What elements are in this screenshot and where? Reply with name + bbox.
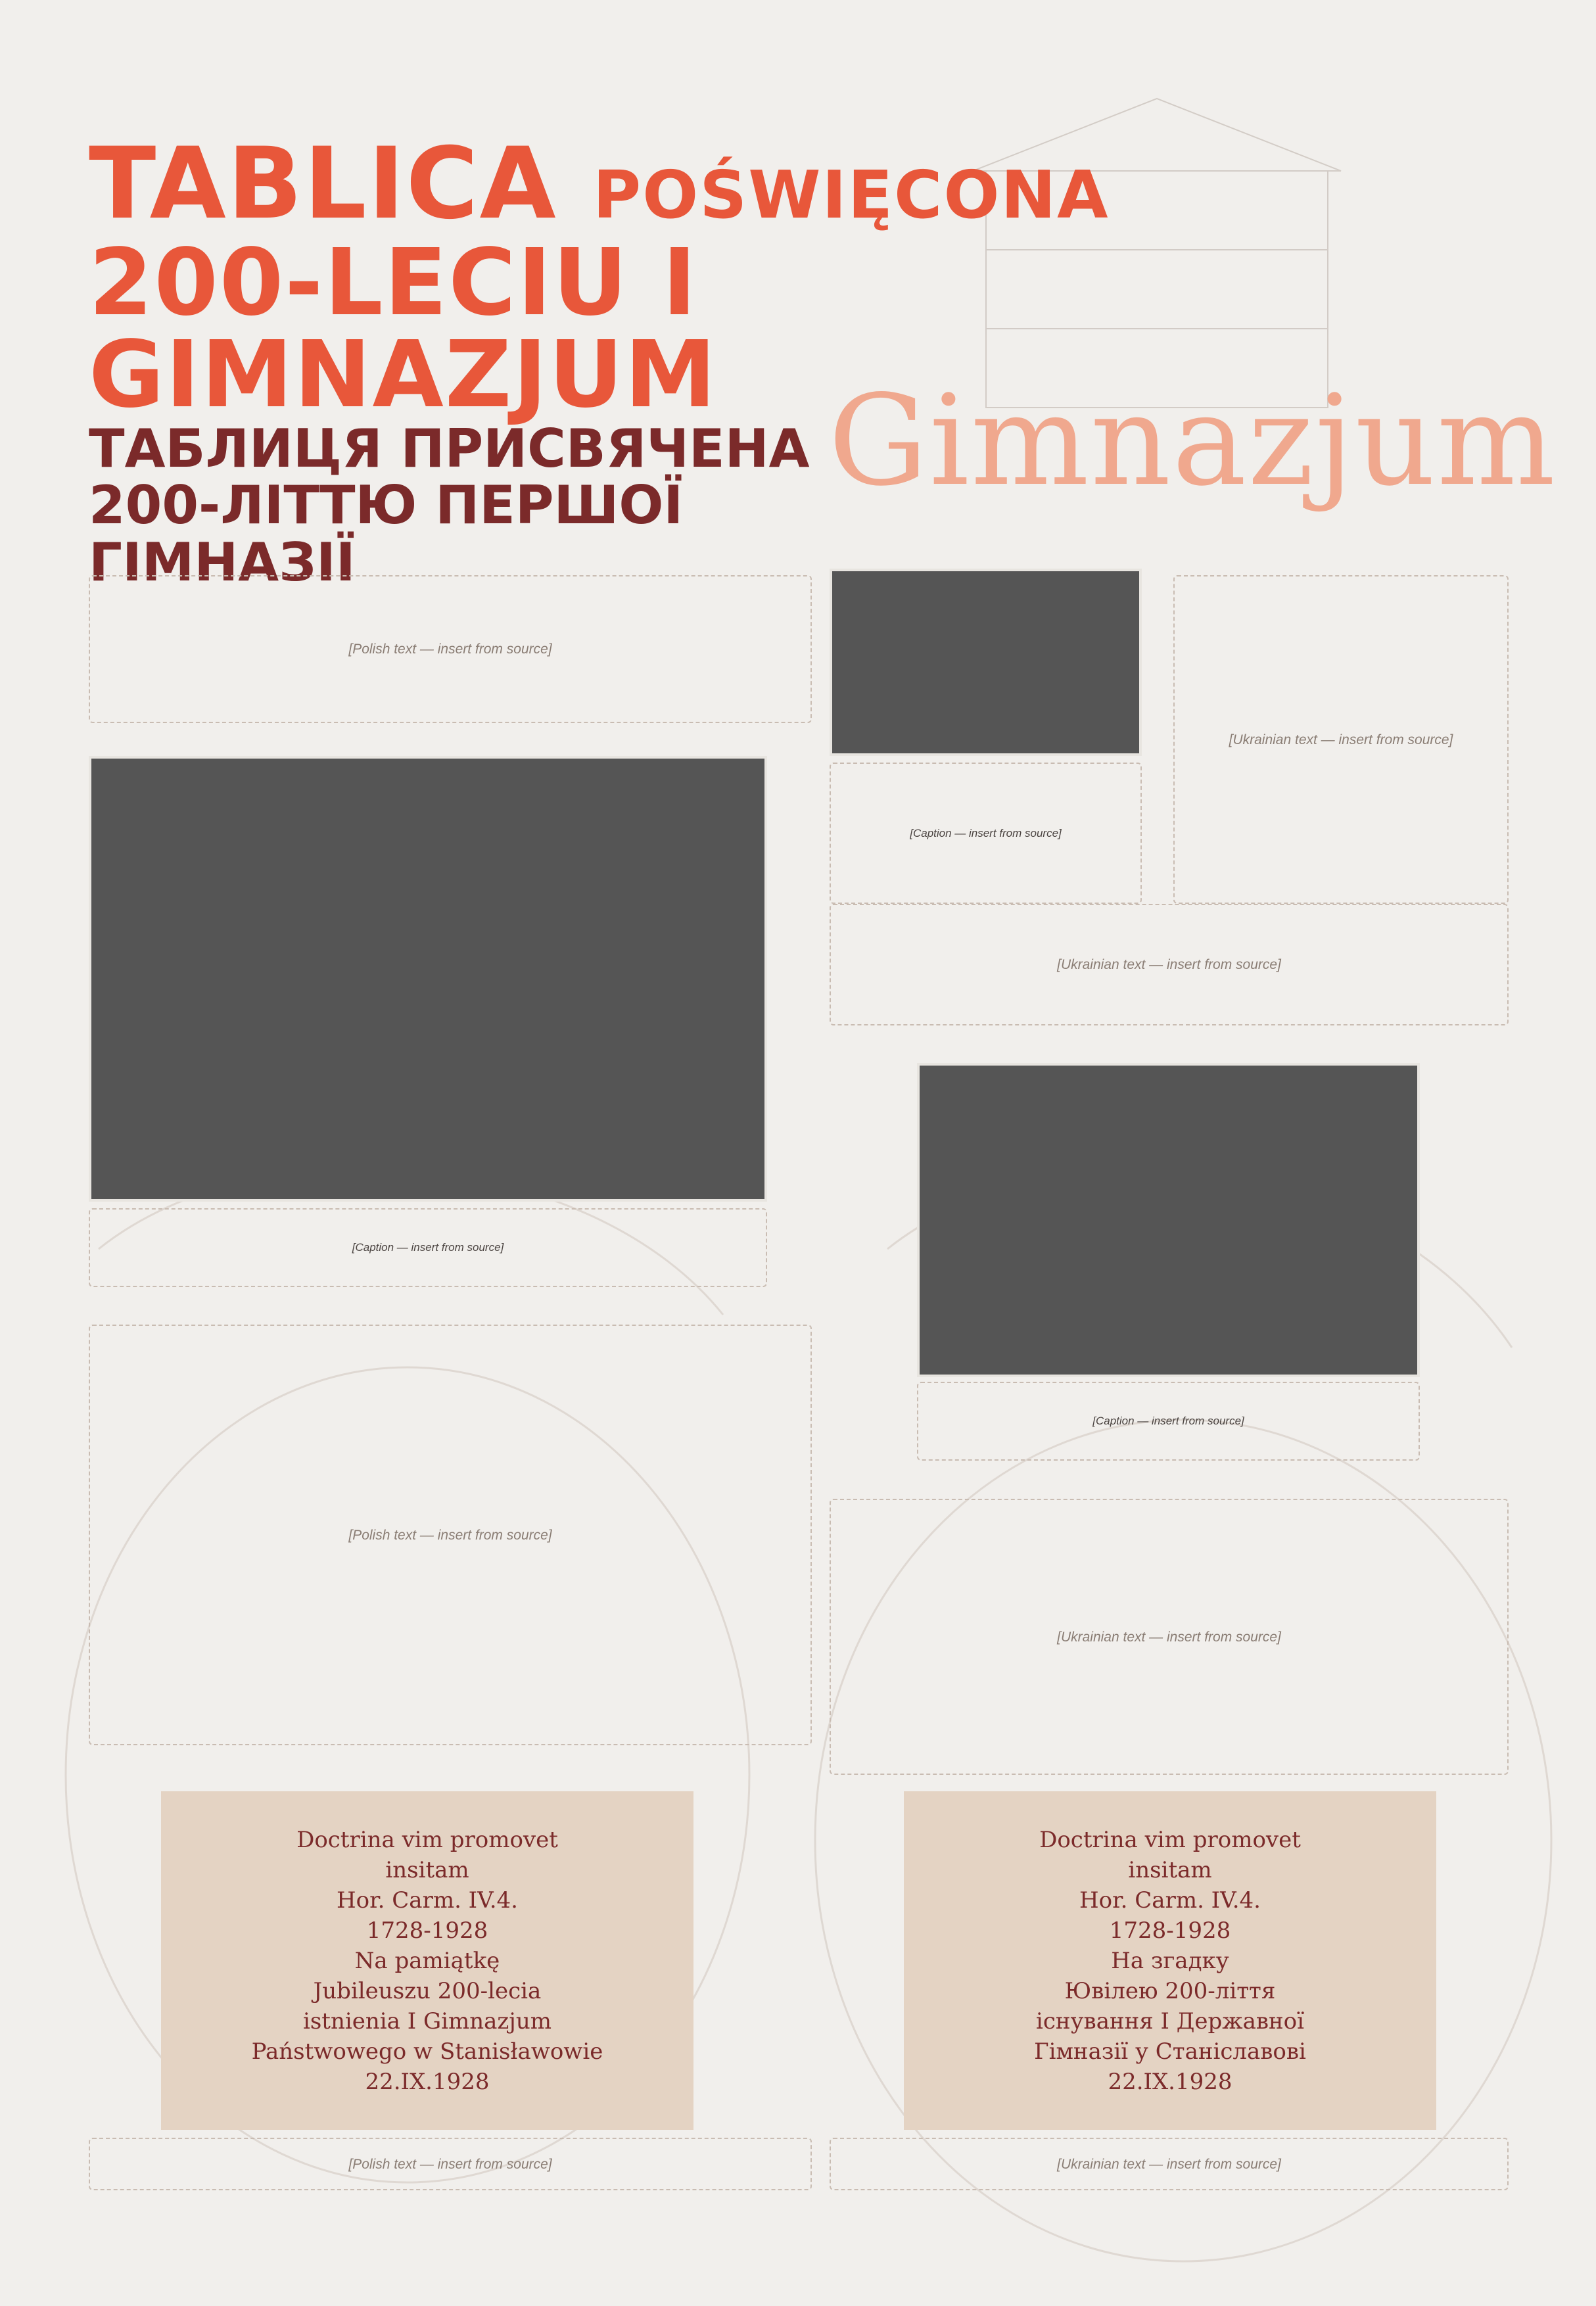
plaque-ua-line: Гімназії у Станіславові: [1034, 2038, 1306, 2065]
plaque-pl-line: 1728-1928: [366, 1917, 488, 1944]
photo-speech: [830, 569, 1142, 756]
plaque-pl-line: Doctrina vim promovet: [296, 1826, 558, 1853]
title-ua-line2: 200-ЛІТТЮ ПЕРШОЇ ГІМНАЗІЇ: [89, 475, 684, 593]
plaque-ua-line: Ювілею 200-ліття: [1064, 1977, 1276, 2004]
plaque-ua-line: існування І Державної: [1035, 2008, 1305, 2035]
plaque-ua-line: Hor. Carm. IV.4.: [1079, 1887, 1261, 1914]
plaque-ua-line: 1728-1928: [1109, 1917, 1231, 1944]
page-title-ukrainian: [89, 418, 943, 593]
title-pl-small: POŚWIĘCONA: [592, 156, 1110, 233]
plaque-pl-line: istnienia I Gimnazjum: [302, 2008, 552, 2035]
plaque-pl-line: Państwowego w Stanisławowie: [251, 2038, 603, 2065]
plaque-pl-line: insitam: [385, 1856, 469, 1883]
plaque-ua-line: insitam: [1128, 1856, 1212, 1883]
title-pl-big: TABLICA: [89, 127, 557, 241]
plaque-pl-line: 22.IX.1928: [365, 2068, 490, 2095]
plaque-ua-line: 22.IX.1928: [1108, 2068, 1232, 2095]
main-text-polish: [Polish text — insert from source]: [89, 1325, 812, 1745]
gimnazjum-wordmark: Gimnazjum: [828, 368, 1557, 513]
photo-professors: [917, 1063, 1420, 1377]
title-pl-line2: 200-LECIU I GIMNAZJUM: [89, 229, 718, 429]
caption-building: [Caption — insert from source]: [89, 1208, 767, 1287]
intro-text-ukrainian: [Ukrainian text — insert from source]: [1173, 575, 1509, 904]
closing-text-ukrainian: [Ukrainian text — insert from source]: [830, 2138, 1509, 2190]
plaque-ua-line: На згадку: [1111, 1947, 1229, 1974]
title-ua-line1: ТАБЛИЦЯ ПРИСВЯЧЕНА: [89, 418, 810, 479]
photo-building: [89, 756, 767, 1202]
committee-text-ukrainian: [Ukrainian text — insert from source]: [830, 904, 1509, 1025]
caption-professors: [Caption — insert from source]: [917, 1382, 1420, 1461]
main-text-ukrainian: [Ukrainian text — insert from source]: [830, 1499, 1509, 1775]
plaque-pl-line: Hor. Carm. IV.4.: [337, 1887, 518, 1914]
plaque-pl-line: Jubileuszu 200-lecia: [313, 1977, 542, 2004]
plaque-ua-line: Doctrina vim promovet: [1039, 1826, 1301, 1853]
plaque-text-polish: [161, 1791, 693, 2130]
closing-text-polish: [Polish text — insert from source]: [89, 2138, 812, 2190]
caption-speech: [Caption — insert from source]: [830, 763, 1142, 904]
plaque-text-ukrainian: [904, 1791, 1436, 2130]
plaque-pl-line: Na pamiątkę: [354, 1947, 500, 1974]
intro-text-polish: [Polish text — insert from source]: [89, 575, 812, 723]
